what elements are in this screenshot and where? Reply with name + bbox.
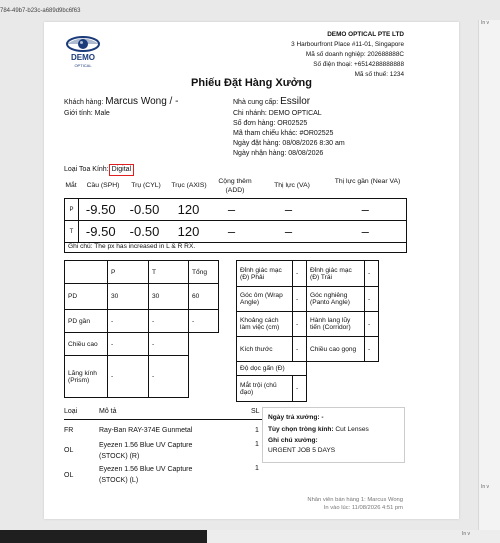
base-curve-row xyxy=(237,362,379,376)
receive-date: Ngày nhận hàng: 08/08/2026 xyxy=(233,150,324,157)
height-right: - xyxy=(108,333,149,356)
url-fragment: 784-49b7-b23c-a689d9bc6f63 xyxy=(0,8,81,14)
prism-right: - xyxy=(108,356,149,398)
dominant-eye-row xyxy=(237,376,379,402)
supplier-label: Nhà cung cấp: xyxy=(233,99,279,106)
item-type: FR xyxy=(64,427,74,434)
document-page xyxy=(44,22,459,519)
workshop-note: URGENT JOB 5 DAYS xyxy=(268,447,336,454)
fitting-table xyxy=(236,260,379,402)
pd-right: 30 xyxy=(108,284,149,310)
lens-options-label: Tùy chọn tròng kính: xyxy=(268,426,334,433)
sales-staff: Nhân viên bán hàng 1: Marcus Wong xyxy=(307,497,403,503)
measurement-header-left: T xyxy=(149,261,189,284)
prism-label: Lăng kính (Prism) xyxy=(65,356,108,398)
fit-label: Góc ôm (Wrap Angle) xyxy=(237,287,293,312)
fit-value: - xyxy=(293,312,307,337)
workshop-box xyxy=(262,407,405,463)
sph-cell: -9.50 xyxy=(79,221,123,243)
fit-value: - xyxy=(365,287,379,312)
pd-near-row xyxy=(65,310,219,333)
pd-near-label: PD gần xyxy=(65,310,108,333)
height-left: - xyxy=(149,333,189,356)
item-qty: 1 xyxy=(255,441,259,448)
fit-value: - xyxy=(293,261,307,287)
lens-type-line xyxy=(64,164,134,176)
browser-top-bar xyxy=(0,0,500,20)
axis-cell: 120 xyxy=(167,199,211,221)
logo-text-1: DEMO xyxy=(71,53,95,62)
order-date: Ngày đặt hàng: 08/08/2026 8:30 am xyxy=(233,140,345,147)
side-panel[interactable] xyxy=(478,20,500,530)
add-cell: – xyxy=(211,199,253,221)
fit-label: Chiều cao gọng xyxy=(307,337,365,362)
fit-label: Khoảng cách làm việc (cm) xyxy=(237,312,293,337)
customer-name: Marcus Wong / - xyxy=(105,96,179,107)
item-desc: Ray-Ban RAY-374E Gunmetal xyxy=(99,427,193,434)
document-footer xyxy=(307,496,403,512)
lens-type-label: Loại Toa Kính: xyxy=(64,166,109,173)
measurement-table xyxy=(64,260,219,398)
pd-label: PD xyxy=(65,284,108,310)
fit-value: - xyxy=(365,312,379,337)
customer-line xyxy=(64,97,178,108)
pd-near-left: - xyxy=(149,310,189,333)
fitting-row xyxy=(237,312,379,337)
measurement-header-empty xyxy=(65,261,108,284)
pd-near-total: - xyxy=(189,310,219,333)
company-info xyxy=(204,30,404,80)
page-title: Phiếu Đặt Hàng Xưởng xyxy=(191,77,312,89)
fit-value: - xyxy=(365,337,379,362)
printed-at: In vào lúc: 11/08/2026 4:51 pm xyxy=(323,505,403,511)
fit-label: Đỉnh giác mạc (Đ) Phải xyxy=(237,261,293,287)
rx-header-cyl: Trụ (CYL) xyxy=(131,182,161,189)
fitting-row xyxy=(237,261,379,287)
item-desc: Eyezen 1.56 Blue UV Capture (STOCK) (R) xyxy=(99,442,193,460)
tax-number: Mã số thuế: 1234 xyxy=(354,71,404,78)
fit-value: - xyxy=(293,287,307,312)
supplier-name: Essilor xyxy=(280,96,311,107)
lens-type-highlight: Digital xyxy=(109,164,134,176)
items-header-type: Loại xyxy=(64,408,78,415)
measurement-header-row xyxy=(65,261,219,284)
add-cell: – xyxy=(211,221,253,243)
pd-total: 60 xyxy=(189,284,219,310)
fitting-row xyxy=(237,337,379,362)
rx-header-sph: Cầu (SPH) xyxy=(86,182,120,189)
logo-text-2: OPTICAL xyxy=(74,63,92,68)
workshop-note-label: Ghi chú xưởng: xyxy=(268,437,318,444)
measurement-header-right: P xyxy=(108,261,149,284)
rx-header-eye: Mắt xyxy=(65,182,77,189)
order-number: Số đơn hàng: OR02525 xyxy=(233,120,308,127)
taskbar xyxy=(0,530,207,543)
fit-label: Góc nghiêng (Panto Angle) xyxy=(307,287,365,312)
company-phone: Số điện thoại: +6514288888888 xyxy=(313,61,404,68)
items-header-desc: Mô tả xyxy=(99,408,117,415)
fit-label: Hành lang lũy tiến (Corridor) xyxy=(307,312,365,337)
pd-left: 30 xyxy=(149,284,189,310)
bottom-hint: In v xyxy=(462,531,471,537)
height-row xyxy=(65,333,219,356)
base-curve-label: Độ dọc gấn (Đ) xyxy=(237,362,307,376)
fitting-row xyxy=(237,287,379,312)
customer-label: Khách hàng: xyxy=(64,99,104,106)
business-number: Mã số doanh nghiệp: 202688888C xyxy=(305,51,404,58)
fit-value: - xyxy=(293,337,307,362)
side-hint-top: In v xyxy=(481,20,490,26)
prism-left: - xyxy=(149,356,189,398)
company-logo xyxy=(62,32,104,72)
dominant-eye-label: Mắt trội (chủ đạo) xyxy=(237,376,293,402)
rx-row-left xyxy=(65,221,407,243)
rx-row-right xyxy=(65,199,407,221)
axis-cell: 120 xyxy=(167,221,211,243)
browser-bottom-bar xyxy=(0,530,500,543)
near-va-cell: – xyxy=(325,221,407,243)
fit-label: Kích thước xyxy=(237,337,293,362)
item-qty: 1 xyxy=(255,465,259,472)
height-label: Chiều cao xyxy=(65,333,108,356)
rx-header-va: Thị lực (VA) xyxy=(274,182,310,189)
rx-note: Ghi chú: The px has increased in L & R RX. xyxy=(64,242,407,253)
reference-number: Mã tham chiếu khác: #OR02525 xyxy=(233,130,334,137)
near-va-cell: – xyxy=(325,199,407,221)
gender: Giới tính: Male xyxy=(64,110,110,117)
cyl-cell: -0.50 xyxy=(123,199,167,221)
pd-near-right: - xyxy=(108,310,149,333)
measurement-header-total: Tổng xyxy=(189,261,219,284)
eye-cell: T xyxy=(65,221,79,243)
cyl-cell: -0.50 xyxy=(123,221,167,243)
rx-header-axis: Trục (AXIS) xyxy=(171,182,207,189)
item-desc: Eyezen 1.56 Blue UV Capture (STOCK) (L) xyxy=(99,466,193,484)
dominant-eye-value: - xyxy=(293,376,307,402)
return-date: Ngày trả xưởng: - xyxy=(268,414,324,421)
pd-row xyxy=(65,284,219,310)
item-type: OL xyxy=(64,472,74,479)
fit-value: - xyxy=(365,261,379,287)
company-address: 3 Harbourfront Place #11-01, Singapore xyxy=(291,41,404,48)
item-type: OL xyxy=(64,447,74,454)
sph-cell: -9.50 xyxy=(79,199,123,221)
fit-label: Đỉnh giác mạc (Đ) Trái xyxy=(307,261,365,287)
side-hint-mid: In v xyxy=(481,484,490,490)
prism-row xyxy=(65,356,219,398)
items-divider xyxy=(64,419,262,420)
eye-cell: P xyxy=(65,199,79,221)
item-qty: 1 xyxy=(255,427,259,434)
items-header-qty: SL xyxy=(251,408,260,415)
lens-options: Cut Lenses xyxy=(335,426,369,433)
company-name: DEMO OPTICAL PTE LTD xyxy=(327,31,404,38)
va-cell: – xyxy=(253,221,325,243)
rx-header-near-va: Thị lực gần (Near VA) xyxy=(334,178,401,185)
rx-header-add: Cộng thêm (ADD) xyxy=(218,178,252,194)
va-cell: – xyxy=(253,199,325,221)
rx-table xyxy=(64,198,407,243)
supplier-line xyxy=(233,97,310,108)
branch: Chi nhánh: DEMO OPTICAL xyxy=(233,110,322,117)
